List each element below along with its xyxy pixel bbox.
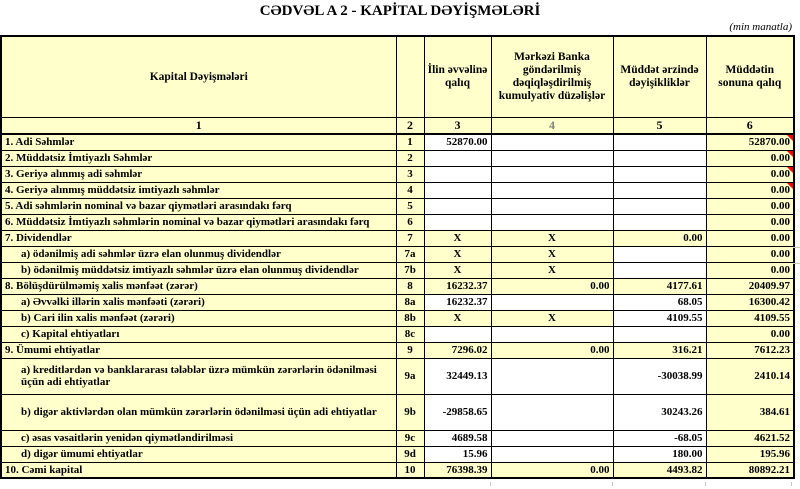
value-cell-col3[interactable]: 16232.37 — [424, 278, 491, 294]
row-label: 3. Geriyə alınmış adi səhmlər — [1, 166, 396, 182]
value-cell-col3[interactable]: 16232.37 — [424, 294, 491, 310]
unit-note: (min manatla) — [729, 21, 792, 33]
value-cell-col4[interactable] — [491, 198, 613, 214]
row-label: 4. Geriyə alınmış müddətsiz imtiyazlı səhmlər — [1, 182, 396, 198]
value-cell-col5[interactable]: 4109.55 — [613, 310, 706, 326]
row-code: 9a — [396, 358, 424, 394]
column-number-2: 2 — [396, 118, 424, 135]
value-cell-col5[interactable] — [613, 166, 706, 182]
row-code: 2 — [396, 150, 424, 166]
row-label: c) Kapital ehtiyatları — [1, 326, 396, 342]
value-cell-col4[interactable] — [491, 214, 613, 230]
value-cell-col3[interactable]: 52870.00 — [424, 134, 491, 150]
table-row — [1, 342, 794, 358]
value-cell-col4[interactable] — [491, 182, 613, 198]
value-cell-col5[interactable]: 316.21 — [613, 342, 706, 358]
value-cell-col6[interactable]: 20409.97 — [706, 278, 794, 294]
table-row — [1, 134, 794, 150]
gridline-stub — [612, 482, 613, 486]
table-row — [1, 230, 794, 246]
row-code: 9b — [396, 394, 424, 430]
table-row — [1, 246, 794, 262]
row-label: 6. Müddətsiz İmtiyazlı səhmlərin nominal və bazar qiymətləri arasındakı fərq — [1, 214, 396, 230]
gridline-stub — [791, 482, 792, 486]
table-row — [1, 182, 794, 198]
row-label: d) digər ümumi ehtiyatlar — [1, 446, 396, 462]
table-row — [1, 294, 794, 310]
row-label: 1. Adi Səhmlər — [1, 134, 396, 150]
row-code: 8c — [396, 326, 424, 342]
table-row — [1, 326, 794, 342]
table-row — [1, 278, 794, 294]
row-label: a) ödənilmiş adi səhmlər üzrə elan olunmuş dividendlər — [1, 246, 396, 262]
value-cell-col6[interactable]: 384.61 — [706, 394, 794, 430]
value-cell-col3[interactable] — [424, 182, 491, 198]
value-cell-col6[interactable]: 0.00 — [706, 214, 794, 230]
table-row — [1, 166, 794, 182]
value-cell-col3[interactable] — [424, 326, 491, 342]
row-label: 2. Müddətsiz İmtiyazlı Səhmlər — [1, 150, 396, 166]
value-cell-col3[interactable]: 4689.58 — [424, 430, 491, 446]
value-cell-col5[interactable]: 30243.26 — [613, 394, 706, 430]
value-cell-col6[interactable]: 4109.55 — [706, 310, 794, 326]
value-cell-col6[interactable]: 4621.52 — [706, 430, 794, 446]
value-cell-col4[interactable]: X — [491, 310, 613, 326]
value-cell-col6[interactable]: 0.00 — [706, 230, 794, 246]
value-cell-col3[interactable] — [424, 150, 491, 166]
column-header-central-bank-adjustments: Mərkəzi Banka göndərilmiş dəqiqləşdirilmiş kumulyativ düzəlişlər — [491, 36, 613, 118]
value-cell-col5[interactable] — [613, 262, 706, 278]
value-cell-col5[interactable] — [613, 246, 706, 262]
row-label: b) Cari ilin xalis mənfəət (zərəri) — [1, 310, 396, 326]
row-label: c) əsas vəsaitlərin yenidən qiymətləndirilməsi — [1, 430, 396, 446]
row-code: 9c — [396, 430, 424, 446]
value-cell-col4[interactable]: 0.00 — [491, 342, 613, 358]
table-row — [1, 394, 794, 430]
value-cell-col5[interactable] — [613, 182, 706, 198]
row-code: 7a — [396, 246, 424, 262]
table-row — [1, 430, 794, 446]
value-cell-col5[interactable]: 68.05 — [613, 294, 706, 310]
page-title: CƏDVƏL A 2 - KAPİTAL DƏYİŞMƏLƏRİ — [259, 3, 541, 19]
value-cell-col4[interactable]: X — [491, 246, 613, 262]
column-number-1: 1 — [1, 118, 396, 135]
column-header-capital-changes: Kapital Dəyişmələri — [1, 36, 396, 118]
value-cell-col4[interactable] — [491, 358, 613, 394]
value-cell-col4[interactable]: 0.00 — [491, 278, 613, 294]
table-header-row — [1, 36, 794, 118]
row-code: 7 — [396, 230, 424, 246]
column-number-6: 6 — [706, 118, 794, 135]
value-cell-col6[interactable]: 0.00 — [706, 166, 794, 182]
value-cell-col5[interactable]: -68.05 — [613, 430, 706, 446]
value-cell-col3[interactable] — [424, 166, 491, 182]
row-code: 8b — [396, 310, 424, 326]
gridline-stub — [705, 482, 706, 486]
table-row — [1, 150, 794, 166]
value-cell-col5[interactable]: 0.00 — [613, 230, 706, 246]
capital-changes-table — [0, 35, 795, 479]
value-cell-col3[interactable]: X — [424, 230, 491, 246]
value-cell-col4[interactable] — [491, 394, 613, 430]
gridline-stub — [793, 263, 800, 264]
row-code: 9 — [396, 342, 424, 358]
column-header-closing-balance: Müddətin sonuna qalıq — [706, 36, 794, 118]
value-cell-col6[interactable]: 52870.00 — [706, 134, 794, 150]
column-number-row — [1, 118, 794, 135]
value-cell-col6[interactable]: 0.00 — [706, 182, 794, 198]
value-cell-col3[interactable]: 7296.02 — [424, 342, 491, 358]
column-header-opening-balance: İlin əvvəlinə qalıq — [424, 36, 491, 118]
value-cell-col5[interactable] — [613, 134, 706, 150]
value-cell-col6[interactable]: 0.00 — [706, 246, 794, 262]
value-cell-col3[interactable]: 32449.13 — [424, 358, 491, 394]
value-cell-col4[interactable] — [491, 446, 613, 462]
row-label: 9. Ümumi ehtiyatlar — [1, 342, 396, 358]
value-cell-col6[interactable]: 0.00 — [706, 198, 794, 214]
value-cell-col3[interactable]: X — [424, 262, 491, 278]
table-row — [1, 262, 794, 278]
row-label: 7. Dividendlər — [1, 230, 396, 246]
value-cell-col4[interactable] — [491, 430, 613, 446]
table-row — [1, 198, 794, 214]
row-code: 4 — [396, 182, 424, 198]
row-label: 10. Cəmi kapital — [1, 462, 396, 478]
value-cell-col4[interactable] — [491, 134, 613, 150]
row-code: 8 — [396, 278, 424, 294]
row-code: 10 — [396, 462, 424, 478]
column-number-4: 4 — [491, 118, 613, 135]
table-body — [1, 134, 794, 478]
value-cell-col3[interactable] — [424, 198, 491, 214]
value-cell-col5[interactable]: -30038.99 — [613, 358, 706, 394]
table-row — [1, 358, 794, 394]
column-number-3: 3 — [424, 118, 491, 135]
value-cell-col6[interactable]: 0.00 — [706, 150, 794, 166]
value-cell-col4[interactable] — [491, 150, 613, 166]
value-cell-col6[interactable]: 0.00 — [706, 326, 794, 342]
gridline-stub — [490, 482, 491, 486]
table-row — [1, 214, 794, 230]
column-header-code — [396, 36, 424, 118]
value-cell-col6[interactable]: 2410.14 — [706, 358, 794, 394]
value-cell-col3[interactable]: X — [424, 246, 491, 262]
value-cell-col6[interactable]: 195.96 — [706, 446, 794, 462]
column-header-period-changes: Müddət ərzində dəyişikliklər — [613, 36, 706, 118]
value-cell-col4[interactable]: X — [491, 262, 613, 278]
row-code: 7b — [396, 262, 424, 278]
value-cell-col6[interactable]: 0.00 — [706, 262, 794, 278]
value-cell-col6[interactable]: 7612.23 — [706, 342, 794, 358]
row-code: 6 — [396, 214, 424, 230]
value-cell-col5[interactable] — [613, 326, 706, 342]
value-cell-col3[interactable] — [424, 214, 491, 230]
row-label: 5. Adi səhmlərin nominal və bazar qiymətləri arasındakı fərq — [1, 198, 396, 214]
value-cell-col3[interactable]: 76398.39 — [424, 462, 491, 478]
value-cell-col6[interactable]: 16300.42 — [706, 294, 794, 310]
value-cell-col5[interactable]: 4177.61 — [613, 278, 706, 294]
row-label: 8. Bölüşdürülməmiş xalis mənfəət (zərər) — [1, 278, 396, 294]
value-cell-col4[interactable]: X — [491, 230, 613, 246]
value-cell-col5[interactable] — [613, 150, 706, 166]
gridline-stub — [793, 247, 800, 248]
value-cell-col3[interactable]: X — [424, 310, 491, 326]
row-label: a) Əvvəlki illərin xalis mənfəəti (zərəri) — [1, 294, 396, 310]
value-cell-col4[interactable] — [491, 294, 613, 310]
value-cell-col5[interactable] — [613, 198, 706, 214]
value-cell-col4[interactable]: 0.00 — [491, 462, 613, 478]
value-cell-col4[interactable] — [491, 166, 613, 182]
value-cell-col6[interactable]: 80892.21 — [706, 462, 794, 478]
row-label: a) kreditlərdən və banklararası tələblər üzrə mümkün zərərlərin ödənilməsi üçün adi ehtiyatlar — [1, 358, 396, 394]
row-label: b) digər aktivlərdən olan mümkün zərərlərin ödənilməsi üçün adi ehtiyatlar — [1, 394, 396, 430]
table-row — [1, 462, 794, 478]
row-code: 5 — [396, 198, 424, 214]
row-code: 8a — [396, 294, 424, 310]
value-cell-col5[interactable] — [613, 214, 706, 230]
value-cell-col5[interactable]: 4493.82 — [613, 462, 706, 478]
row-code: 3 — [396, 166, 424, 182]
value-cell-col4[interactable] — [491, 326, 613, 342]
row-code: 9d — [396, 446, 424, 462]
value-cell-col3[interactable]: 15.96 — [424, 446, 491, 462]
row-label: b) ödənilmiş müddətsiz imtiyazlı səhmlər üzrə elan olunmuş dividendlər — [1, 262, 396, 278]
value-cell-col5[interactable]: 180.00 — [613, 446, 706, 462]
column-number-5: 5 — [613, 118, 706, 135]
value-cell-col3[interactable]: -29858.65 — [424, 394, 491, 430]
row-code: 1 — [396, 134, 424, 150]
table-row — [1, 310, 794, 326]
table-row — [1, 446, 794, 462]
